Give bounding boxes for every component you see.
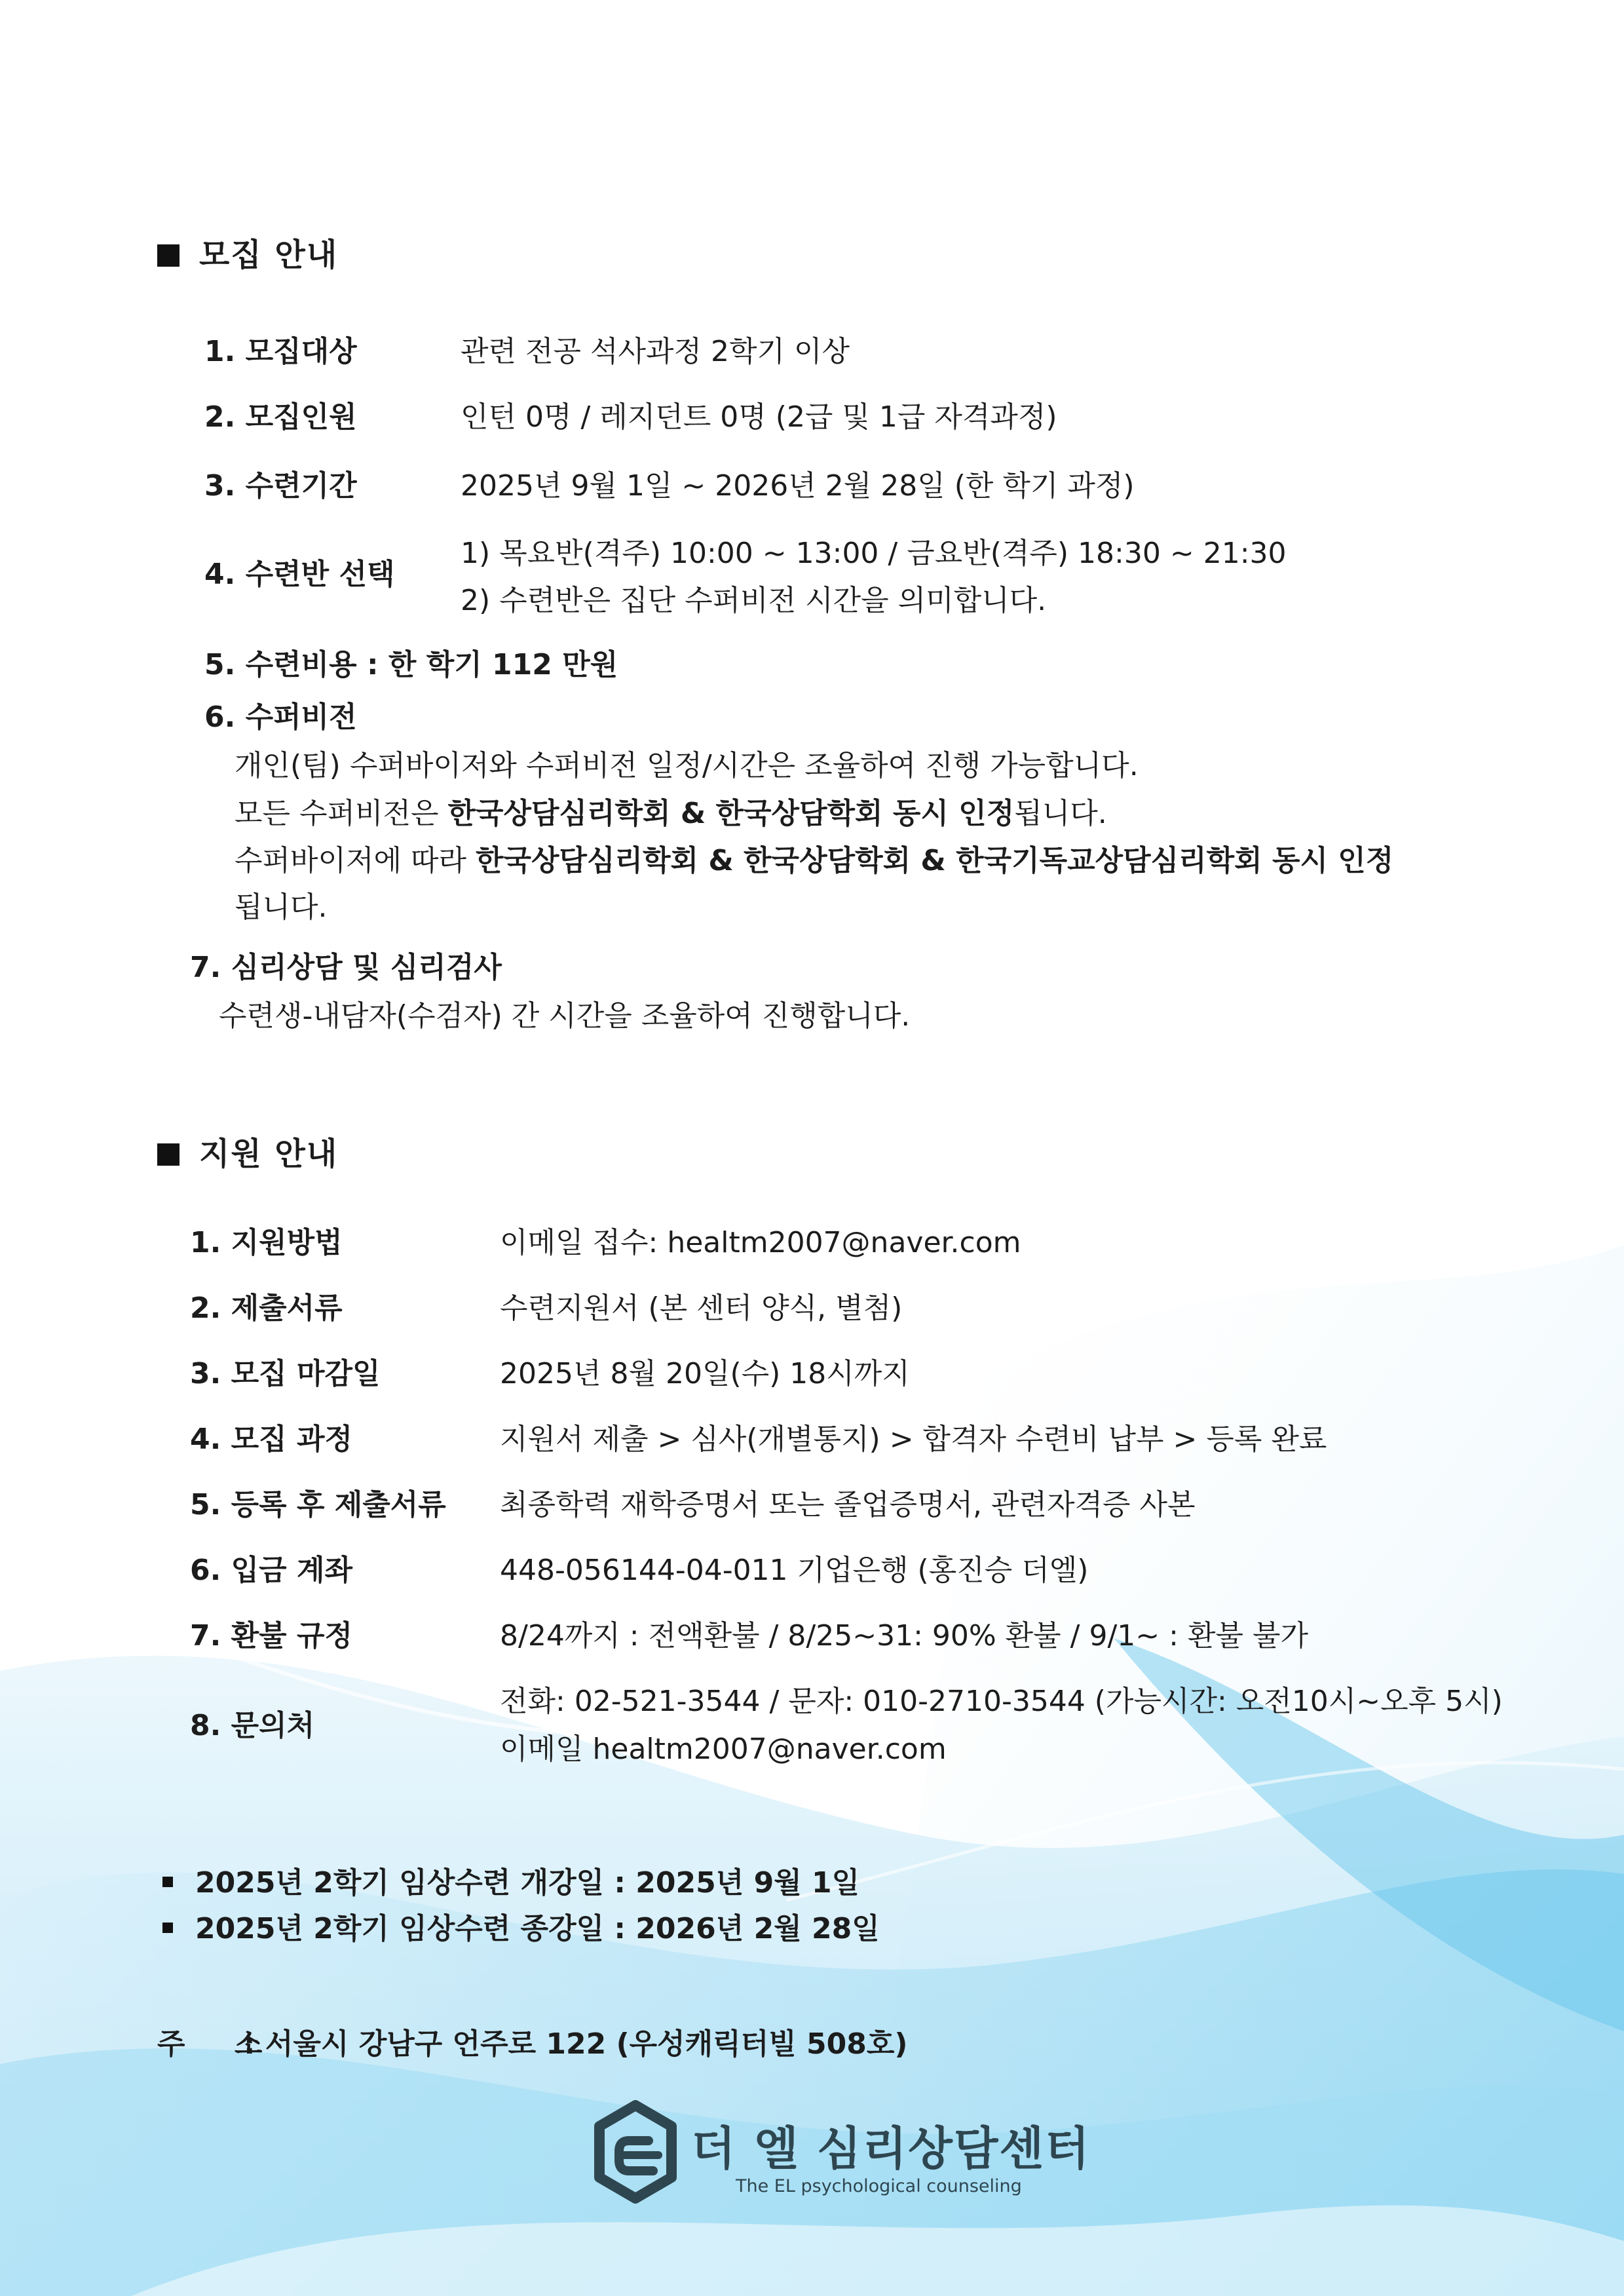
apply-item-label: 7. 환불 규정 bbox=[190, 1619, 352, 1653]
supervision-line: 됩니다. bbox=[235, 890, 328, 924]
apply-item-label: 2. 제출서류 bbox=[190, 1292, 343, 1325]
apply-item-value: 수련지원서 (본 센터 양식, 별첨) bbox=[500, 1292, 903, 1325]
recruit-item-value: 인턴 0명 / 레지던트 0명 (2급 및 1급 자격과정) bbox=[461, 400, 1057, 434]
apply-item-value: 448-056144-04-011 기업은행 (홍진승 더엘) bbox=[500, 1554, 1089, 1587]
address-value: : 서울시 강남구 언주로 122 (우성캐릭터빌 508호) bbox=[244, 2027, 908, 2061]
recruit-item-value: 2) 수련반은 집단 수퍼비전 시간을 의미합니다. bbox=[461, 584, 1047, 617]
course-end-date: 2025년 2학기 임상수련 종강일 : 2026년 2월 28일 bbox=[162, 1905, 880, 1947]
apply-item-label: 4. 모집 과정 bbox=[190, 1423, 352, 1456]
recruit-cost: 5. 수련비용 : 한 학기 112 만원 bbox=[204, 648, 618, 681]
apply-section-title: 지원 안내 bbox=[157, 1128, 338, 1174]
small-square-bullet-icon bbox=[162, 1923, 173, 1933]
apply-item-value: 2025년 8월 20일(수) 18시까지 bbox=[500, 1357, 910, 1390]
apply-item-label: 6. 입금 계좌 bbox=[190, 1554, 352, 1587]
apply-item-value: 이메일 healtm2007@naver.com bbox=[500, 1732, 947, 1766]
supervision-label: 6. 수퍼비전 bbox=[204, 700, 357, 734]
apply-item-value: 지원서 제출 > 심사(개별통지) > 합격자 수련비 납부 > 등록 완료 bbox=[500, 1423, 1327, 1456]
course-start-date: 2025년 2학기 임상수련 개강일 : 2025년 9월 1일 bbox=[162, 1859, 859, 1901]
logo-subtitle: The EL psychological counseling bbox=[736, 2176, 1022, 2196]
recruit-item-value: 관련 전공 석사과정 2학기 이상 bbox=[461, 335, 850, 368]
square-bullet-icon bbox=[157, 1143, 179, 1166]
logo-mark-icon bbox=[593, 2100, 678, 2205]
apply-item-label: 8. 문의처 bbox=[190, 1709, 315, 1742]
apply-item-label: 5. 등록 후 제출서류 bbox=[190, 1488, 446, 1521]
recruit-item-label: 3. 수련기간 bbox=[204, 469, 357, 503]
supervision-line: 모든 수퍼비전은 한국상담심리학회 & 한국상담학회 동시 인정됩니다. bbox=[235, 797, 1107, 830]
apply-item-value: 이메일 접수: healtm2007@naver.com bbox=[500, 1226, 1021, 1259]
recruit-item-value: 2025년 9월 1일 ~ 2026년 2월 28일 (한 학기 과정) bbox=[461, 469, 1135, 503]
apply-item-label: 1. 지원방법 bbox=[190, 1226, 343, 1259]
center-logo bbox=[593, 2100, 1091, 2211]
supervision-line: 개인(팀) 수퍼바이저와 수퍼비전 일정/시간은 조율하여 진행 가능합니다. bbox=[235, 749, 1139, 782]
recruit-item-value: 1) 목요반(격주) 10:00 ~ 13:00 / 금요반(격주) 18:30 ~ 21:30 bbox=[461, 537, 1287, 570]
recruit-item-label: 4. 수련반 선택 bbox=[204, 558, 395, 591]
apply-item-value: 최종학력 재학증명서 또는 졸업증명서, 관련자격증 사본 bbox=[500, 1488, 1196, 1521]
recruit-item-label: 2. 모집인원 bbox=[204, 400, 357, 434]
counseling-label: 7. 심리상담 및 심리검사 bbox=[190, 951, 502, 984]
small-square-bullet-icon bbox=[162, 1877, 173, 1887]
square-bullet-icon bbox=[157, 244, 179, 267]
recruit-item-label: 1. 모집대상 bbox=[204, 335, 357, 368]
apply-item-label: 3. 모집 마감일 bbox=[190, 1357, 381, 1390]
logo-name: 더 엘 심리상담센터 bbox=[691, 2122, 1091, 2175]
counseling-text: 수련생-내담자(수검자) 간 시간을 조율하여 진행합니다. bbox=[219, 999, 911, 1033]
recruit-section-title: 모집 안내 bbox=[157, 229, 338, 275]
apply-item-value: 8/24까지 : 전액환불 / 8/25~31: 90% 환불 / 9/1~ : 환불 불가 bbox=[500, 1619, 1308, 1653]
address-label: 주 소 bbox=[157, 2027, 263, 2061]
apply-item-value: 전화: 02-521-3544 / 문자: 010-2710-3544 (가능시간: 오전10시~오후 5시) bbox=[500, 1685, 1503, 1718]
supervision-line: 수퍼바이저에 따라 한국상담심리학회 & 한국상담학회 & 한국기독교상담심리학회 동시 인정 bbox=[235, 844, 1394, 877]
